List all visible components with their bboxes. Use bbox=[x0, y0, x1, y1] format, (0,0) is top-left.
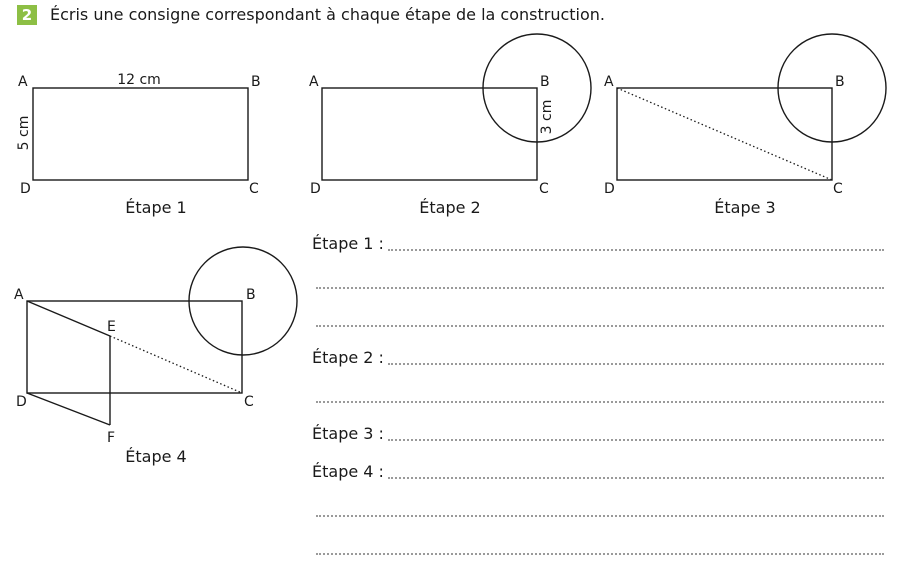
exercise-instruction: Écris une consigne correspondant à chaque étape de la construction. bbox=[50, 5, 606, 24]
dotted-answer-line[interactable] bbox=[316, 287, 884, 289]
figure-step-4 bbox=[14, 247, 297, 466]
answer-row-step-1[interactable] bbox=[312, 232, 884, 254]
point-label-b: B bbox=[251, 74, 261, 90]
point-label-a: A bbox=[604, 74, 614, 90]
caption-step-4: Étape 4 bbox=[125, 447, 187, 466]
dotted-answer-line[interactable] bbox=[388, 249, 884, 251]
figure-step-1 bbox=[16, 72, 261, 217]
dotted-answer-line[interactable] bbox=[388, 363, 884, 365]
answer-label: Étape 4 : bbox=[312, 462, 384, 481]
segment-ec bbox=[110, 336, 242, 393]
width-label: 5 cm bbox=[16, 115, 32, 151]
answer-lines bbox=[312, 0, 887, 585]
point-label-c: C bbox=[244, 394, 254, 410]
segment-ae bbox=[27, 301, 110, 336]
point-label-b: B bbox=[540, 74, 550, 90]
exercise-number-badge: 2 bbox=[17, 5, 37, 25]
point-label-a: A bbox=[14, 287, 24, 303]
dotted-answer-line[interactable] bbox=[316, 553, 884, 555]
length-label: 12 cm bbox=[117, 72, 161, 88]
caption-step-2: Étape 2 bbox=[419, 198, 481, 217]
rectangle-abcd bbox=[33, 88, 248, 180]
point-label-d: D bbox=[604, 181, 615, 197]
point-label-d: D bbox=[310, 181, 321, 197]
answer-row[interactable] bbox=[312, 536, 884, 558]
point-label-b: B bbox=[246, 287, 256, 303]
dotted-answer-line[interactable] bbox=[388, 477, 884, 479]
point-label-c: C bbox=[833, 181, 843, 197]
point-label-a: A bbox=[18, 74, 28, 90]
point-label-c: C bbox=[249, 181, 259, 197]
answer-row[interactable] bbox=[312, 384, 884, 406]
answer-label: Étape 1 : bbox=[312, 234, 384, 253]
answer-label: Étape 2 : bbox=[312, 348, 384, 367]
segment-df bbox=[27, 393, 110, 425]
dotted-answer-line[interactable] bbox=[316, 325, 884, 327]
point-label-d: D bbox=[20, 181, 31, 197]
answer-row-step-4[interactable] bbox=[312, 460, 884, 482]
answer-row-step-2[interactable] bbox=[312, 346, 884, 368]
answer-row[interactable] bbox=[312, 308, 884, 330]
radius-label: 3 cm bbox=[539, 99, 555, 135]
answer-row-step-3[interactable] bbox=[312, 422, 884, 444]
point-label-f: F bbox=[107, 430, 116, 446]
answer-row[interactable] bbox=[312, 270, 884, 292]
answer-label: Étape 3 : bbox=[312, 424, 384, 443]
caption-step-3: Étape 3 bbox=[714, 198, 776, 217]
point-label-a: A bbox=[309, 74, 319, 90]
dotted-answer-line[interactable] bbox=[316, 401, 884, 403]
point-label-b: B bbox=[835, 74, 845, 90]
dotted-answer-line[interactable] bbox=[388, 439, 884, 441]
caption-step-1: Étape 1 bbox=[125, 198, 187, 217]
point-label-c: C bbox=[539, 181, 549, 197]
point-label-e: E bbox=[107, 319, 116, 335]
point-label-d: D bbox=[16, 394, 27, 410]
dotted-answer-line[interactable] bbox=[316, 515, 884, 517]
answer-row[interactable] bbox=[312, 498, 884, 520]
